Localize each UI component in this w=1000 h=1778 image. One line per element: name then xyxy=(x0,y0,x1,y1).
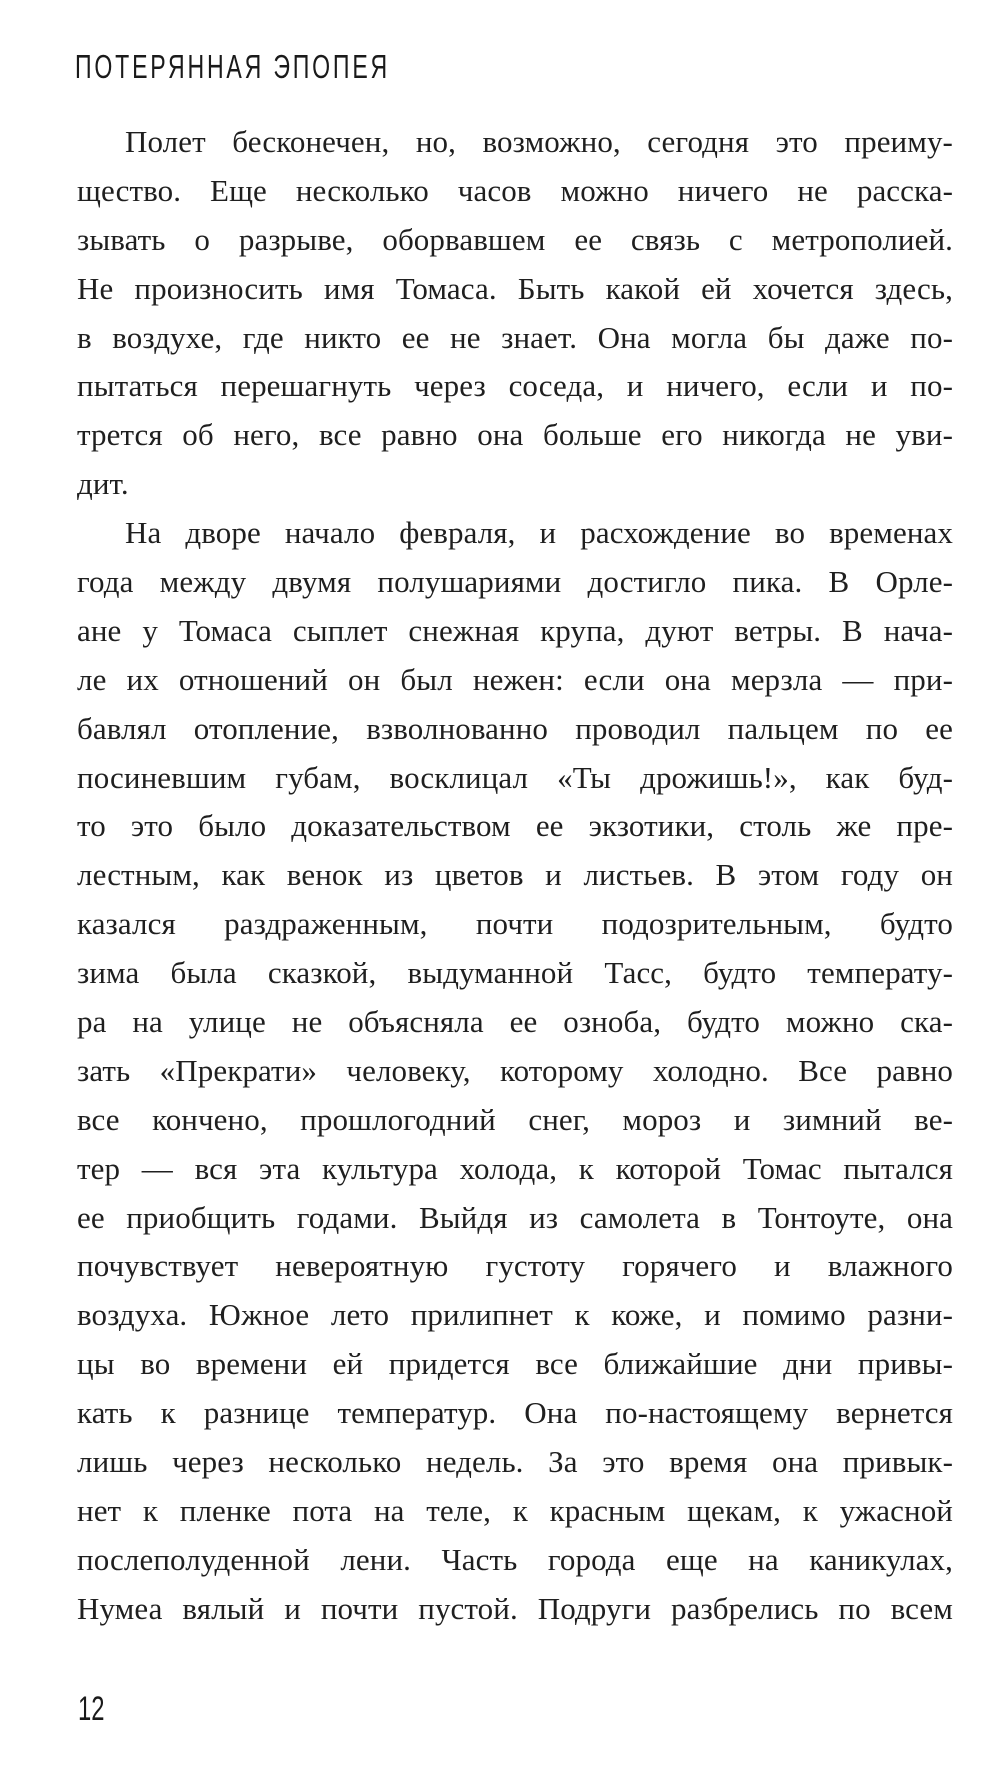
paragraph-2 xyxy=(77,509,953,1633)
text-line: ра на улице не объясняла ее озноба, будто можно ска- xyxy=(77,1004,953,1040)
text-line: все кончено, прошлогодний снег, мороз и зимний ве- xyxy=(77,1101,953,1137)
text-line: ее приобщить годами. Выйдя из самолета в Тонтоуте, она xyxy=(77,1199,953,1235)
text-line: Не произносить имя Томаса. Быть какой ей хочется здесь, xyxy=(77,270,953,306)
text-line: дит. xyxy=(77,466,129,502)
text-line: бавлял отопление, взволнованно проводил пальцем по ее xyxy=(77,710,953,746)
text-line: года между двумя полушариями достигло пика. В Орле- xyxy=(77,564,953,600)
text-line: пытаться перешагнуть через соседа, и ничего, если и по- xyxy=(77,368,953,404)
text-line: казался раздраженным, почти подозрительным, будто xyxy=(77,906,953,942)
text-line: лишь через несколько недель. За это время она привык- xyxy=(77,1444,953,1480)
text-line: тер — вся эта культура холода, к которой Томас пытался xyxy=(77,1150,953,1186)
text-line: лестным, как венок из цветов и листьев. В этом году он xyxy=(77,857,953,893)
text-line: цы во времени ей придется все ближайшие дни привы- xyxy=(77,1346,953,1382)
text-line: почувствует невероятную густоту горячего и влажного xyxy=(77,1248,953,1284)
running-head: ПОТЕРЯННАЯ ЭПОПЕЯ xyxy=(75,48,391,85)
paragraph-1 xyxy=(77,118,953,509)
text-line: ле их отношений он был нежен: если она мерзла — при- xyxy=(77,661,953,697)
text-line: Нумеа вялый и почти пустой. Подруги разбрелись по всем xyxy=(77,1590,953,1626)
text-line: трется об него, все равно она больше его никогда не уви- xyxy=(77,417,953,453)
text-line: щество. Еще несколько часов можно ничего не расска- xyxy=(77,172,953,208)
text-line: кать к разнице температур. Она по-настоящему вернется xyxy=(77,1395,953,1431)
text-line: послеполуденной лени. Часть города еще на каникулах, xyxy=(77,1541,953,1577)
text-line: ане у Томаса сыплет снежная крупа, дуют ветры. В нача- xyxy=(77,612,953,648)
text-line: то это было доказательством ее экзотики, столь же пре- xyxy=(77,808,953,844)
text-line: зать «Прекрати» человеку, которому холодно. Все равно xyxy=(77,1052,953,1088)
text-line: воздуха. Южное лето прилипнет к коже, и помимо разни- xyxy=(77,1297,953,1333)
text-line: посиневшим губам, восклицал «Ты дрожишь!», как буд- xyxy=(77,759,953,795)
text-line: зима была сказкой, выдуманной Тасс, будто температу- xyxy=(77,955,953,991)
page-number: 12 xyxy=(78,1690,105,1728)
text-line: зывать о разрыве, оборвавшем ее связь с метрополией. xyxy=(77,221,953,257)
text-line: На дворе начало февраля, и расхождение во временах xyxy=(125,515,953,551)
body-text xyxy=(77,118,953,1634)
text-line: нет к пленке пота на теле, к красным щекам, к ужасной xyxy=(77,1492,953,1528)
text-line: в воздухе, где никто ее не знает. Она могла бы даже по- xyxy=(77,319,953,355)
text-line: Полет бесконечен, но, возможно, сегодня это преиму- xyxy=(125,124,953,159)
